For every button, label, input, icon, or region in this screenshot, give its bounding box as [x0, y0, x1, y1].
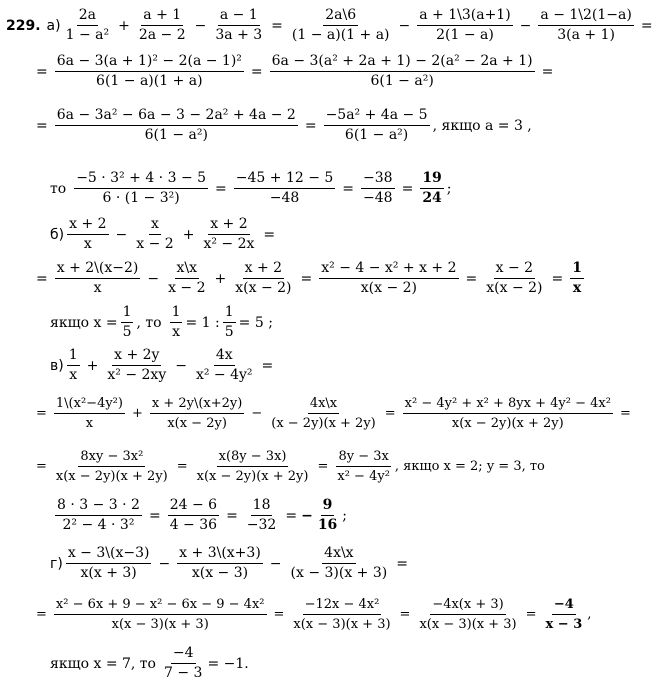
part-d-label: г) [50, 555, 63, 572]
fraction: $\frac{a - 1}{3a + 3}$ [215, 7, 263, 43]
fraction: $\frac{x + 2y\backslash(x+2y)}{x(x - 2y)}$ [151, 396, 243, 431]
fraction: $\frac{1}{5}$ [122, 304, 132, 340]
fraction: $\frac{\text{8xy − 3x²}}{x(x - 2y)(x + 2y)}$ [55, 449, 168, 484]
line-b3: якщо x = $\frac{1}{5}$ , то $\frac{1}{x}$ = 1 : $\frac{1}{5}$ = 5 ; [50, 304, 273, 340]
fraction: $\frac{x + 2}{x(x - 2)}$ [235, 260, 292, 296]
fraction: $\frac{\text{1\textbackslash{}(x²−4y²)}}{x}$ [55, 396, 123, 431]
fraction: $\frac{8y - 3x}{\text{x² − 4y²}}$ [337, 449, 390, 484]
condition-text: , якщо a = 3 , [432, 117, 532, 134]
fraction: $\frac{2a\backslash 6}{(1 - a)(1 + a)}$ [291, 7, 390, 43]
answer-fraction: $\frac{1}{x}$ [572, 260, 582, 296]
line-d3: якщо x = 7, то $\frac{-4}{7 - 3}$ = −1. [50, 645, 249, 681]
condition-text: , якщо x = 2; y = 3, то [394, 459, 545, 474]
prefix-text: то [50, 180, 67, 197]
line-c3: = $\frac{\text{8xy − 3x²}}{x(x - 2y)(x + 2y)}$ = $\frac{x(8y - 3x)}{x(x - 2y)(x + 2y)}$ = $\frac{8y - 3x}{\text{x² − 4y²}}$ , якщо x = 2; y = 3, то [36, 449, 545, 484]
fraction: $\frac{x + 2y}{\text{x² − 2xy}}$ [107, 347, 167, 383]
part-a-label: а) [46, 17, 61, 34]
fraction: $\frac{\text{−5a² + 4a − 5}}{\text{6(1 − a²)}}$ [325, 107, 428, 143]
problem-number: 229. [6, 17, 41, 34]
fraction: $\frac{\text{−12x − 4x²}}{x(x - 3)(x + 3)}$ [293, 597, 391, 632]
fraction: $\frac{\text{6a − 3(a + 1)² − 2(a − 1)²}}{6(1 - a)(1 + a)}$ [56, 53, 242, 89]
fraction: $\frac{x + 2\backslash(x-2)}{x}$ [56, 260, 139, 296]
fraction: $\frac{-4}{7 - 3}$ [163, 645, 203, 681]
line-a1: 229. а) $\frac{2a}{\text{1 − a²}}$ + $\frac{a + 1}{2a - 2}$ − $\frac{a - 1}{3a + 3}$ = $\frac{2a\backslash 6}{(1 - a)(1 + a)}$ − $\frac{a + 1\backslash 3(a+1)}{2(1 - a)}$ − $\frac{a - 1\backslash 2(1-a)}{3(a + 1)}$ = [6, 7, 653, 43]
fraction: $\frac{\text{6a − 3a² − 6a − 3 − 2a² + 4a − 2}}{\text{6(1 − a²)}}$ [56, 107, 296, 143]
line-b1: б) $\frac{x + 2}{x}$ − $\frac{x}{x - 2}$ + $\frac{x + 2}{\text{x² − 2x}}$ = [50, 216, 276, 252]
answer-fraction: $\frac{-4}{x - 3}$ [545, 597, 583, 632]
fraction: $\frac{-45 + 12 - 5}{-48}$ [235, 170, 334, 206]
answer-fraction: $\frac{19}{24}$ [422, 170, 442, 206]
line-d1: г) $\frac{x - 3\backslash(x-3)}{x(x + 3)}$ − $\frac{x + 3\backslash(x+3)}{x(x - 3)}$ − $\frac{4x\backslash x}{(x - 3)(x + 3)}$ = [50, 545, 408, 581]
fraction: $\frac{8 \cdot 3 - 3 \cdot 2}{\text{2² − 4 · 3²}}$ [57, 497, 140, 533]
line-d2: = $\frac{\text{x² − 6x + 9 − x² − 6x − 9 − 4x²}}{x(x - 3)(x + 3)}$ = $\frac{\text{−12x − 4x²}}{x(x - 3)(x + 3)}$ = $\frac{-4x(x + 3)}{x(x - 3)(x + 3)}$ = $\frac{-4}{x - 3}$ , [36, 597, 592, 632]
fraction: $\frac{4x\backslash x}{(x - 3)(x + 3)}$ [290, 545, 388, 581]
fraction: $\frac{4x}{\text{x² − 4y²}}$ [195, 347, 253, 383]
fraction: $\frac{a - 1\backslash 2(1-a)}{3(a + 1)}$ [540, 7, 632, 43]
fraction: $\frac{\text{6a − 3(a² + 2a + 1) − 2(a² − 2a + 1)}}{\text{6(1 − a²)}}$ [271, 53, 533, 89]
line-a4: то $\frac{\text{−5 · 3² + 4 · 3 − 5}}{\text{6 · (1 − 3²)}}$ = $\frac{-45 + 12 - 5}{-48}$ = $\frac{-38}{-48}$ = $\frac{19}{24}$ ; [50, 170, 452, 206]
line-c1: в) $\frac{1}{x}$ + $\frac{x + 2y}{\text{x² − 2xy}}$ − $\frac{4x}{\text{x² − 4y²}}$ = [50, 347, 274, 383]
fraction: $\frac{x + 2}{\text{x² − 2x}}$ [203, 216, 255, 252]
fraction: $\frac{-38}{-48}$ [363, 170, 393, 206]
line-a2: = $\frac{\text{6a − 3(a + 1)² − 2(a − 1)²}}{6(1 - a)(1 + a)}$ = $\frac{\text{6a − 3(a² + 2a + 1) − 2(a² − 2a + 1)}}{\text{6(1 − a²)}}$ = [36, 53, 554, 89]
fraction: $\frac{1}{x}$ [68, 347, 78, 383]
part-b-label: б) [50, 226, 65, 243]
fraction: $\frac{a + 1}{2a - 2}$ [138, 7, 186, 43]
answer-fraction: $\frac{9}{16}$ [317, 497, 338, 533]
fraction: $\frac{a + 1\backslash 3(a+1)}{2(1 - a)}$ [419, 7, 511, 43]
fraction: $\frac{x + 3\backslash(x+3)}{x(x - 3)}$ [179, 545, 261, 581]
fraction: $\frac{-4x(x + 3)}{x(x - 3)(x + 3)}$ [419, 597, 517, 632]
fraction: $\frac{x\backslash x}{x - 2}$ [168, 260, 206, 296]
fraction: $\frac{\text{x² − 4 − x² + x + 2}}{x(x - 2)}$ [321, 260, 457, 296]
fraction: $\frac{x - 2}{x(x - 2)}$ [486, 260, 543, 296]
line-b2: = $\frac{x + 2\backslash(x-2)}{x}$ − $\frac{x\backslash x}{x - 2}$ + $\frac{x + 2}{x(x - 2)}$ = $\frac{\text{x² − 4 − x² + x + 2}}{x(x - 2)}$ = $\frac{x - 2}{x(x - 2)}$ = $\frac{1}{x}$ [36, 260, 582, 296]
fraction: $\frac{1}{5}$ [224, 304, 234, 340]
fraction: $\frac{x(8y - 3x)}{x(x - 2y)(x + 2y)}$ [196, 449, 309, 484]
fraction: $\frac{18}{-32}$ [246, 497, 277, 533]
line-a3: = $\frac{\text{6a − 3a² − 6a − 3 − 2a² + 4a − 2}}{\text{6(1 − a²)}}$ = $\frac{\text{−5a² + 4a − 5}}{\text{6(1 − a²)}}$ , якщо a = 3 , [36, 107, 532, 143]
part-c-label: в) [50, 357, 64, 374]
fraction: $\frac{\text{x² − 6x + 9 − x² − 6x − 9 − 4x²}}{x(x - 3)(x + 3)}$ [55, 597, 265, 632]
fraction: $\frac{x + 2}{x}$ [69, 216, 107, 252]
fraction: $\frac{\text{x² − 4y² + x² + 8yx + 4y² − 4x²}}{x(x - 2y)(x + 2y)}$ [404, 396, 611, 431]
fraction: $\frac{\text{−5 · 3² + 4 · 3 − 5}}{\text{6 · (1 − 3²)}}$ [76, 170, 207, 206]
fraction: $\frac{2a}{\text{1 − a²}}$ [65, 7, 110, 43]
line-c2: = $\frac{\text{1\textbackslash{}(x²−4y²)}}{x}$ + $\frac{x + 2y\backslash(x+2y)}{x(x - 2y)}$ − $\frac{4x\backslash x}{(x - 2y)(x + 2y)}$ = $\frac{\text{x² − 4y² + x² + 8yx + 4y² − 4x²}}{x(x - 2y)(x + 2y)}$ = [36, 396, 631, 431]
fraction: $\frac{4x\backslash x}{(x - 2y)(x + 2y)}$ [271, 396, 376, 431]
fraction: $\frac{24 - 6}{4 - 36}$ [169, 497, 218, 533]
fraction: $\frac{1}{x}$ [171, 304, 181, 340]
line-c4: $\frac{8 \cdot 3 - 3 \cdot 2}{\text{2² − 4 · 3²}}$ = $\frac{24 - 6}{4 - 36}$ = $\frac{18}{-32}$ = − $\frac{9}{16}$ ; [57, 497, 348, 533]
fraction: $\frac{x}{x - 2}$ [136, 216, 174, 252]
fraction: $\frac{x - 3\backslash(x-3)}{x(x + 3)}$ [67, 545, 150, 581]
